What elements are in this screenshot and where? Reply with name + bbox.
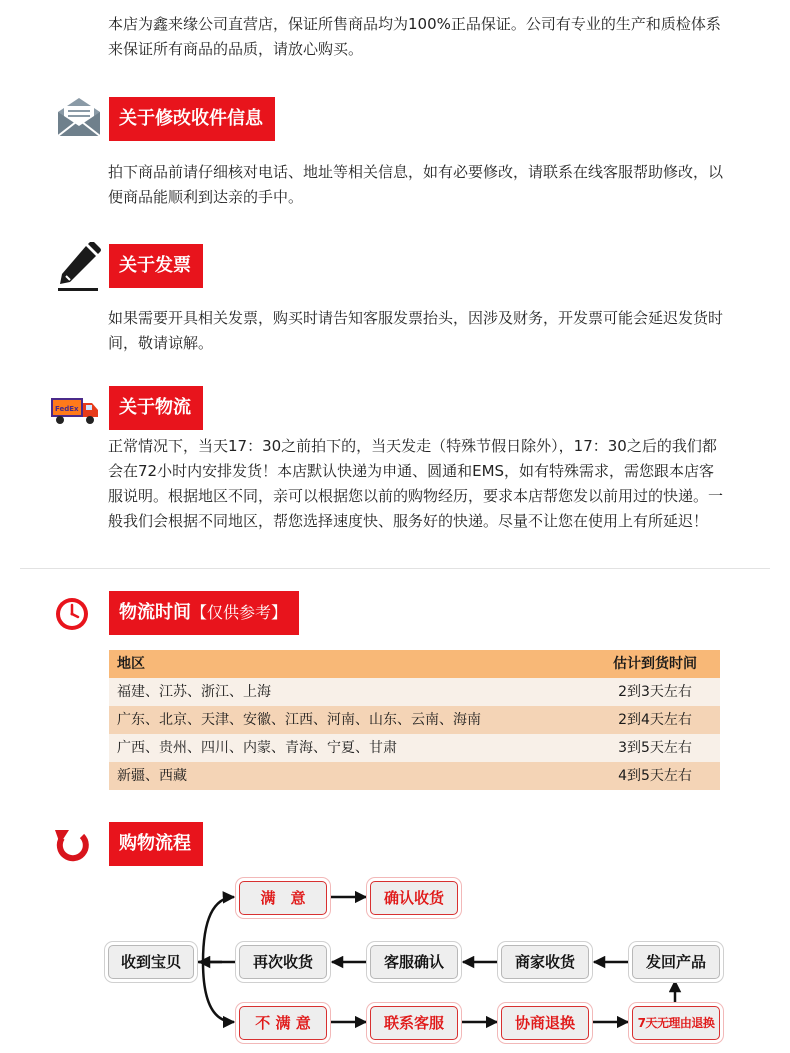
step-seven-day-return: 7天无理由退换 [632, 1006, 720, 1040]
step-unsatisfied: 不 满 意 [239, 1006, 327, 1040]
svg-text:FedEx: FedEx [55, 405, 79, 413]
shipping-time-title: 物流时间 [119, 602, 191, 623]
time-cell: 2到3天左右 [618, 684, 692, 700]
step-reship: 再次收货 [239, 945, 327, 979]
section-divider [20, 568, 770, 569]
section-title-logistics: 关于物流 [109, 386, 203, 430]
shipping-time-table [109, 650, 720, 790]
logistics-text: 正常情况下，当天17：30之前拍下的，当天发走（特殊节假日除外），17：30之后的我们都会在72小时内安排发货！本店默认快递为申通、圆通和EMS，如有特殊需求，需您跟本店客服说明。根据地区不同，亲可以根据您以前的购物经历，要求本店帮您发以前用过的快递。一般我们会根据不同地区，帮您选择速度快、服务好的快递。尽量不让您在使用上有所延迟！ [108, 437, 724, 530]
step-confirm-receipt: 确认收货 [370, 881, 458, 915]
pencil-icon [56, 242, 102, 296]
table-row [109, 678, 720, 706]
step-return-product: 发回产品 [632, 945, 720, 979]
header-delivery-time: 估计到货时间 [613, 656, 697, 672]
shipping-time-subtitle: 【仅供参考】 [191, 603, 288, 622]
step-contact-cs: 联系客服 [370, 1006, 458, 1040]
time-cell: 2到4天左右 [618, 712, 692, 728]
header-region: 地区 [117, 656, 145, 672]
section-title-process: 购物流程 [109, 822, 203, 866]
table-row [109, 762, 720, 790]
table-row [109, 706, 720, 734]
step-satisfied: 满 意 [239, 881, 327, 915]
time-cell: 3到5天左右 [618, 740, 692, 756]
table-row [109, 734, 720, 762]
step-merchant-receipt: 商家收货 [501, 945, 589, 979]
step-cs-confirm: 客服确认 [370, 945, 458, 979]
step-received: 收到宝贝 [108, 945, 194, 979]
invoice-text: 如果需要开具相关发票，购买时请告知客服发票抬头，因涉及财务，开发票可能会延迟发货时间，敬请谅解。 [108, 309, 724, 352]
region-cell: 福建、江苏、浙江、上海 [117, 684, 271, 700]
region-cell: 新疆、西藏 [117, 768, 187, 784]
envelope-icon [54, 96, 104, 144]
delivery-truck-icon [50, 396, 100, 430]
intro-text: 本店为鑫来缘公司直营店，保证所售商品均为100%正品保证。公司有专业的生产和质检体系来保证所有商品的品质，请放心购买。 [108, 15, 721, 58]
section-title-shipping-time [109, 591, 299, 635]
address-text: 拍下商品前请仔细核对电话、地址等相关信息，如有必要修改，请联系在线客服帮助修改，以便商品能顺利到达亲的手中。 [108, 163, 724, 206]
region-cell: 广东、北京、天津、安徽、江西、河南、山东、云南、海南 [117, 712, 481, 728]
time-cell: 4到5天左右 [618, 768, 692, 784]
section-title-address: 关于修改收件信息 [109, 97, 275, 141]
section-title-invoice: 关于发票 [109, 244, 203, 288]
alarm-clock-icon [54, 596, 90, 636]
region-cell: 广西、贵州、四川、内蒙、青海、宁夏、甘肃 [117, 740, 397, 756]
table-header [109, 650, 720, 678]
step-negotiate-return: 协商退换 [501, 1006, 589, 1040]
